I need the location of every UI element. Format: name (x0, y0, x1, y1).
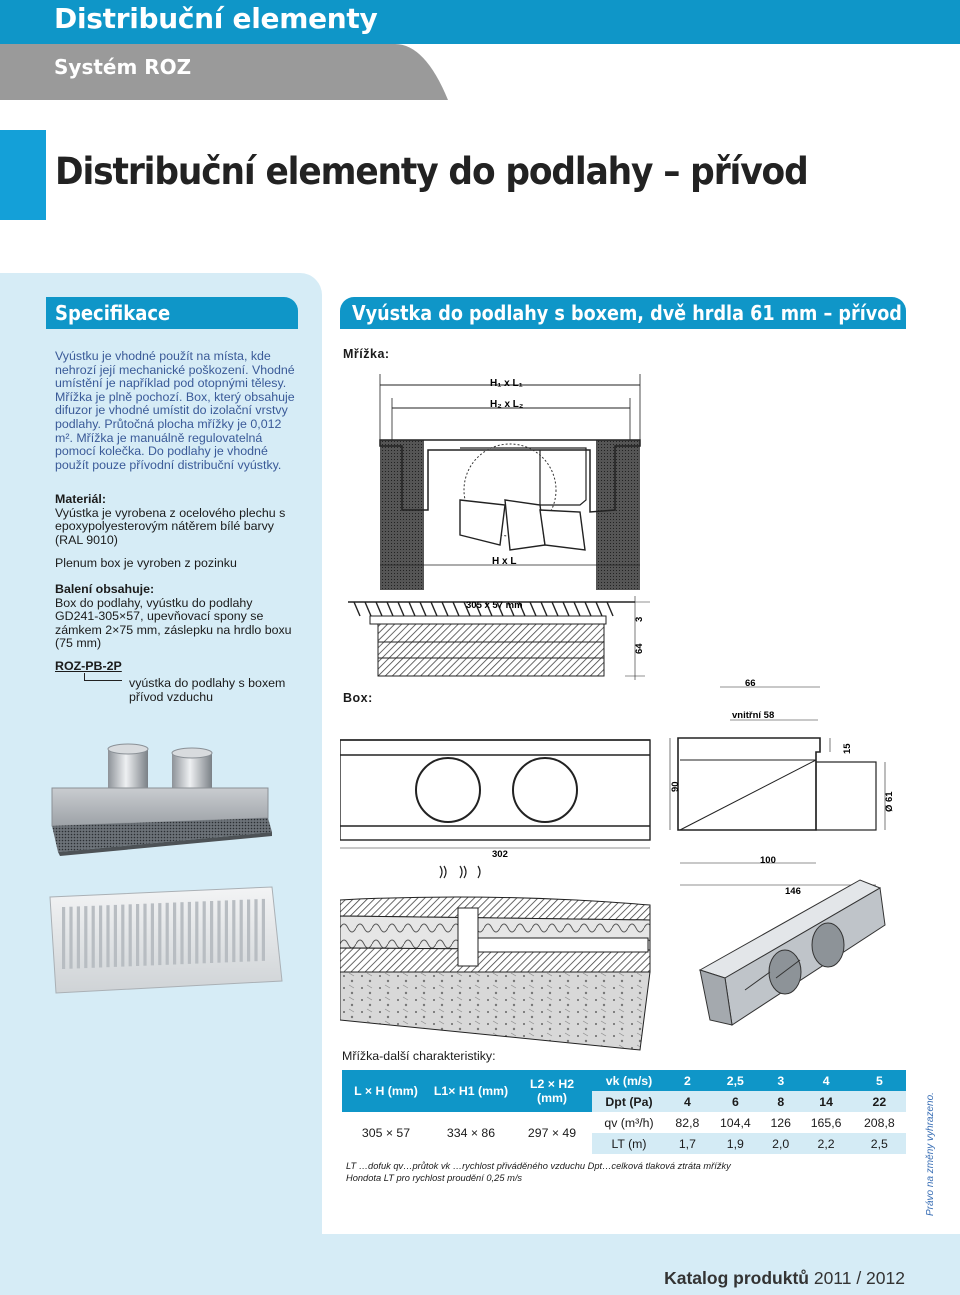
material-text: Vyústka je vyrobena z ocelového plechu s epoxypolyesterovým nátěrem bílé barvy (RAL 9010) (55, 505, 286, 547)
dim-90: 90 (670, 781, 681, 792)
row-label-2: qv (m³/h) (592, 1112, 666, 1133)
cell: 208,8 (853, 1112, 906, 1133)
grille-slat (92, 906, 95, 968)
grille-slat (254, 899, 257, 961)
grille-slat (173, 903, 176, 965)
dim-15: 15 (842, 743, 853, 754)
dim-3: 3 (634, 616, 645, 622)
cell: 2,5 (853, 1133, 906, 1154)
footer-catalog: Katalog produktů (664, 1268, 809, 1288)
grille-slat (217, 901, 220, 963)
cell: 2,2 (800, 1133, 853, 1154)
grille-side-drawing (348, 596, 650, 680)
grille-slat (180, 902, 183, 964)
grille-fin (585, 602, 591, 616)
subtitle: Systém ROZ (54, 55, 192, 79)
dim-66: 66 (745, 678, 756, 689)
cell: 14 (800, 1091, 853, 1112)
cell: 165,6 (800, 1112, 853, 1133)
spec-heading (46, 297, 298, 329)
col-lh: L × H (mm) (342, 1070, 430, 1112)
box-label: Box: (343, 691, 373, 705)
grille-fin (563, 602, 569, 616)
table-note-1: LT …dofuk qv…průtok vk …rychlost přiváděného vzduchu Dpt…celková tlaková ztráta mřížky (346, 1161, 731, 1171)
grille-slat (129, 904, 132, 966)
plenum-text: Plenum box je vyroben z pozinku (55, 556, 237, 570)
grille-fin (442, 602, 448, 616)
grille-fin (420, 602, 426, 616)
cell: 5 (853, 1070, 906, 1091)
package-block (55, 583, 295, 651)
grille-fin (376, 602, 382, 616)
product-code: ROZ-PB-2P (55, 659, 122, 673)
box-profile-drawing (670, 678, 895, 897)
cell: 4 (800, 1070, 853, 1091)
grille-slat (188, 902, 191, 964)
rights-note: Právo na změny vyhrazeno. (925, 1092, 936, 1216)
grille-label: Mřížka: (343, 347, 390, 361)
dim-h1l1: H₁ x L₁ (490, 378, 523, 389)
package-label: Balení obsahuje: (55, 582, 155, 596)
grille-fin (541, 602, 547, 616)
grille-slat (158, 903, 161, 965)
dim-inner: vnitřní 58 (732, 710, 775, 721)
grille-slat (232, 900, 235, 962)
cell-lh: 305 × 57 (342, 1112, 430, 1154)
row-label-3: LT (m) (592, 1133, 666, 1154)
grille-slat (143, 904, 146, 966)
grille-fin (453, 602, 459, 616)
cell: 8 (762, 1091, 800, 1112)
grille-fin (530, 602, 536, 616)
grille-slat (106, 905, 109, 967)
cell: 2 (666, 1070, 709, 1091)
grille-slat (151, 903, 154, 965)
technical-drawings (340, 360, 920, 1060)
material-label: Materiál: (55, 492, 106, 506)
dim-100: 100 (760, 855, 776, 866)
grille-fin (596, 602, 602, 616)
dim-302: 302 (492, 849, 508, 860)
cell: 6 (709, 1091, 762, 1112)
decorative-bar (0, 130, 46, 220)
cell: 3 (762, 1070, 800, 1091)
row-label-0: vk (m/s) (605, 1073, 653, 1088)
grille-fin (409, 602, 415, 616)
box-photo (46, 740, 286, 870)
box-plan-drawing (340, 740, 650, 860)
col-l2h2: L2 × H2 (mm) (512, 1070, 592, 1112)
cell: 126 (762, 1112, 800, 1133)
cell: 82,8 (666, 1112, 709, 1133)
grille-fin (398, 602, 404, 616)
grille-slat (166, 903, 169, 965)
footer (664, 1268, 905, 1289)
grille-fin (607, 602, 613, 616)
grille-fin (387, 602, 393, 616)
grille-slat (240, 900, 243, 962)
page-title: Distribuční elementy do podlahy – přívod (55, 150, 808, 193)
table-note-2: Hondota LT pro rychlost proudění 0,25 m/s (346, 1173, 523, 1183)
grille-slat (136, 904, 139, 966)
grille-slat (247, 900, 250, 962)
header-band (0, 0, 960, 44)
section-title: Distribuční elementy (54, 2, 378, 35)
dim-hxl: H x L (492, 556, 517, 567)
material-block (55, 493, 295, 547)
cell: 4 (666, 1091, 709, 1112)
grille-slat (210, 901, 213, 963)
spec-table (342, 1070, 906, 1154)
grille-photo (46, 885, 286, 995)
table-title: Mřížka-další charakteristiky: (342, 1049, 496, 1063)
row-label-1: Dpt (Pa) (592, 1091, 666, 1112)
grille-section-drawing (380, 374, 640, 590)
floor-section-drawing (340, 866, 650, 1050)
cell: 22 (853, 1091, 906, 1112)
dim-grille-size: 305 x 57 mm (466, 600, 523, 611)
grille-fin (365, 602, 371, 616)
dim-64: 64 (634, 643, 645, 654)
dim-146: 146 (785, 886, 801, 897)
row-label (592, 1070, 666, 1091)
product-heading-text: Vyústka do podlahy s boxem, dvě hrdla 61 mm – přívod (352, 301, 902, 325)
product-code-description: vyústka do podlahy s boxem přívod vzduchu (129, 676, 286, 704)
grille-fin (431, 602, 437, 616)
grille-fin (354, 602, 360, 616)
grille-slat (203, 901, 206, 963)
footer-year: 2011 / 2012 (813, 1268, 905, 1288)
dim-h2l2: H₂ x L₂ (490, 399, 524, 410)
grille-slat (262, 899, 265, 961)
grille-slat (195, 902, 198, 964)
cell: 2,0 (762, 1133, 800, 1154)
subheader-band (0, 44, 960, 100)
grille-slat (114, 905, 117, 967)
code-leader-line (84, 673, 122, 681)
spec-heading-text: Specifikace (55, 301, 171, 325)
grille-slat (69, 907, 72, 969)
side-band (920, 273, 960, 1234)
dim-phi61: Ø 61 (884, 791, 895, 812)
grille-slat (62, 907, 65, 969)
box-3d-drawing (700, 880, 885, 1025)
cell: 1,9 (709, 1133, 762, 1154)
cell: 2,5 (709, 1070, 762, 1091)
description-text: Vyústku je vhodné použít na místa, kde nehrozí její mechanické poškození. Vhodné umístění je například pod otopnými tělesy. Mřížka je plně pochozí. Box, který obsahuje difuzor je vhodné umístit do izolační vrstvy podlahy. Průtočná plocha mřížky je 0,012 m². Mřížka je manuálně regulovatelná pomocí kolečka. Do podlahy je vhodné použít pouze přívodní distribuční vyústky. (55, 349, 295, 472)
product-heading (340, 297, 906, 329)
package-text: Box do podlahy, vyústku do podlahy GD241-305×57, upevňovací spony se zámkem 2×75 mm, záslepku na hrdlo boxu (75 mm) (55, 595, 292, 651)
cell: 1,7 (666, 1133, 709, 1154)
cell: 104,4 (709, 1112, 762, 1133)
col-l1h1: L1× H1 (mm) (430, 1070, 512, 1112)
grille-slat (84, 906, 87, 968)
grille-slat (121, 905, 124, 967)
grille-slat (225, 900, 228, 962)
grille-slat (99, 906, 102, 968)
cell-l1h1: 334 × 86 (430, 1112, 512, 1154)
grille-fin (552, 602, 558, 616)
grille-fin (574, 602, 580, 616)
grille-slat (77, 906, 80, 968)
cell-l2h2: 297 × 49 (512, 1112, 592, 1154)
